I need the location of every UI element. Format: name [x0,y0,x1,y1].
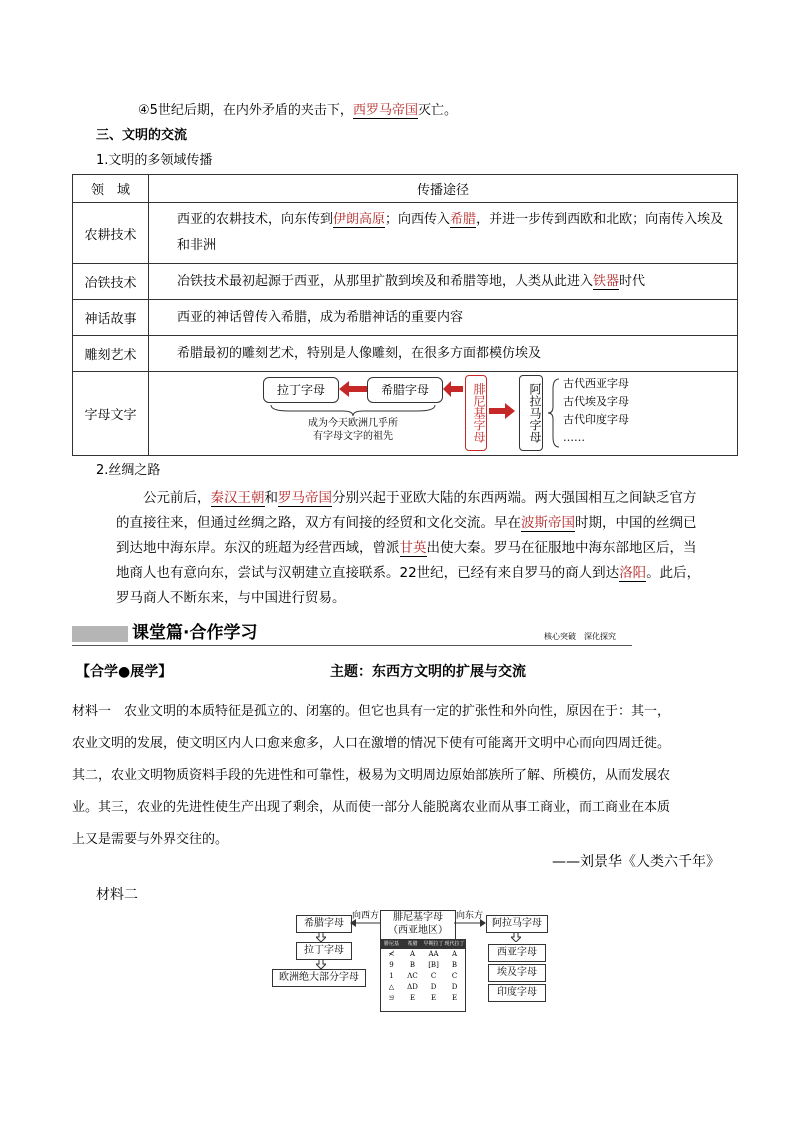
arrow-west [350,918,380,928]
table-row [73,300,738,336]
letter-cell: ΔD [407,983,418,991]
letter-cell: E [451,994,458,1002]
red-arrow-left [339,381,369,397]
section-bar [72,626,128,642]
silk-road-paragraph: 公元前后，秦汉王朝和罗马帝国分别兴起于亚欧大陆的东西两端。两大强国相互之间缺乏官方 的直接往来，但通过丝绸之路，双方有间接的经贸和文化交流。早在波斯帝国时期，中国的丝绸已 到达地中海东岸。东汉的班超为经营西域，曾派甘英出使大秦。罗马在征服地中海东部地区后，当 地商人也有意向东，尝试与汉朝建立直接联系。22世纪，已经有来自罗马的商人到达洛阳。此后， 罗马商人不断东来，与中国进行贸易。 [116,490,701,606]
divider [72,645,632,646]
row-field: 农耕技术 [73,203,149,264]
letter-cell: AA [428,950,439,958]
key-term: 伊朗高原 [333,212,386,227]
letter-cell: 9 [389,961,394,969]
row-field: 冶铁技术 [73,264,149,300]
letter-cell: ΛC [407,972,418,980]
key-term: 秦汉王朝 [210,490,265,506]
letter-cell: 1 [389,972,394,980]
material2-diagram [270,908,552,1013]
hezhan-topic: 主题：东西方文明的扩展与交流 [330,664,526,680]
letter-cell: B [409,961,416,969]
alphabet-diagram-cell [149,372,738,456]
letter-cell: A [451,950,458,958]
india-box: 印度字母 [488,984,546,1002]
key-term: 洛阳 [619,565,647,581]
west-asia-box: 西亚字母 [488,944,546,962]
spread-table [72,174,738,456]
letter-cell: D [430,983,437,991]
top-line: ④5世纪后期，在内外矛盾的夹击下，西罗马帝国灭亡。 [138,103,457,118]
classroom-title: 课堂篇·合作学习 [132,623,258,643]
subsection-title: 2.丝绸之路 [96,463,161,478]
arrow-east [454,918,486,928]
letter-cell: C [430,972,437,980]
branch-list: 古代西亚字母 古代埃及字母 古代印度字母 …… [563,376,629,444]
alphabet-flow-diagram [149,373,737,455]
greek-box: 希腊字母 [367,377,443,403]
letter-cell: B [451,961,458,969]
greek-box: 希腊字母 [296,915,352,933]
letter-cell: ≮ [388,950,395,958]
row-content: 西亚的神话曾传入希腊，成为希腊神话的重要内容 [149,300,738,336]
letter-cell: △ [388,983,395,991]
latin-box: 拉丁字母 [296,942,352,960]
red-arrow-right [489,403,515,419]
letter-cell: A [409,950,416,958]
aramaic-box: 阿拉马字母 [486,915,548,933]
letter-cell: ヨ [388,994,395,1002]
classroom-note: 核心突破 深化探究 [544,632,616,641]
table-row [73,336,738,372]
letter-table-row [381,949,465,960]
key-term: 希腊 [450,212,477,227]
row-field: 字母文字 [73,372,149,456]
key-term: 铁器 [593,273,620,289]
down-arrow [511,932,521,942]
letter-cell: E [430,994,437,1002]
table-header-row [73,175,738,203]
table-row [73,372,738,456]
letter-cell: D [451,983,458,991]
material1-source: ——刘景华《人类六千年》 [552,854,720,870]
header-field: 领 域 [73,175,149,203]
letter-table-header: 腓尼基 希腊 早期拉丁 现代拉丁 [381,939,465,949]
row-content: 希腊最初的雕刻艺术，特别是人像雕刻，在很多方面都模仿埃及 [149,336,738,372]
material2-label: 材料二 [96,887,138,903]
letter-cell: C [451,972,458,980]
letter-table-row [381,982,465,993]
material1-text: 材料一 农业文明的本质特征是孤立的、闭塞的。但它也具有一定的扩张性和外向性，原因在于：其一， 农业文明的发展，使文明区内人口愈来愈多，人口在激增的情况下使有可能离开文明中心而向四周迁徙。 其二，农业文明物质资料手段的先进性和可靠性，极易为文明周边原始部族所了解、所模仿，从而发展农 业。其三，农业的先进性使生产出现了剩余，从而使一部分人能脱离农业而从事工商业，而工商业在本质 上又是需要与外界交往的。 [72,704,671,847]
key-term: 波斯帝国 [521,515,575,531]
red-arrow-left-2 [443,381,463,397]
key-term: 西罗马帝国 [352,103,418,118]
europe-box: 欧洲绝大部分字母 [272,969,366,987]
row-content: 西亚的农耕技术，向东传到伊朗高原；向西传入希腊，并进一步传到西欧和北欧；向南传入埃及和非洲 [149,203,738,264]
header-route: 传播途径 [149,175,738,203]
down-arrow [316,932,326,942]
west-label: 向西方 [352,911,380,921]
row-field: 雕刻艺术 [73,336,149,372]
key-term: 甘英 [399,540,427,556]
row-field: 神话故事 [73,300,149,336]
egypt-box: 埃及字母 [488,964,546,982]
section-title: 三、文明的交流 [96,128,188,143]
east-label: 向东方 [456,911,484,921]
row-content: 冶铁技术最初起源于西亚，从那里扩散到埃及和希腊等地，人类从此进入铁器时代 [149,264,738,300]
table-row [73,264,738,300]
letter-cell: [B] [428,961,439,969]
letter-cell: E [409,994,416,1002]
brace-right [547,377,561,449]
letter-table-row [381,993,465,1004]
phoenician-box: 腓尼基字母 （西亚地区） [380,910,456,940]
subsection-title: 1.文明的多领域传播 [96,153,213,168]
aramaic-box: 阿拉马字母 [519,375,543,451]
down-arrow [316,959,326,969]
key-term: 罗马帝国 [278,490,332,506]
letter-table-row [381,971,465,982]
letter-rows [381,949,465,1004]
hezhan-label: 【合学●展学】 [76,664,173,680]
ancestor-note: 成为今天欧洲几乎所 有字母文字的祖先 [308,417,398,442]
letter-table-row [381,960,465,971]
phoenician-box: 腓尼基字母 [465,375,487,451]
brace-under [269,403,437,417]
table-row [73,203,738,264]
letter-table [380,939,466,1012]
latin-box: 拉丁字母 [263,377,339,403]
